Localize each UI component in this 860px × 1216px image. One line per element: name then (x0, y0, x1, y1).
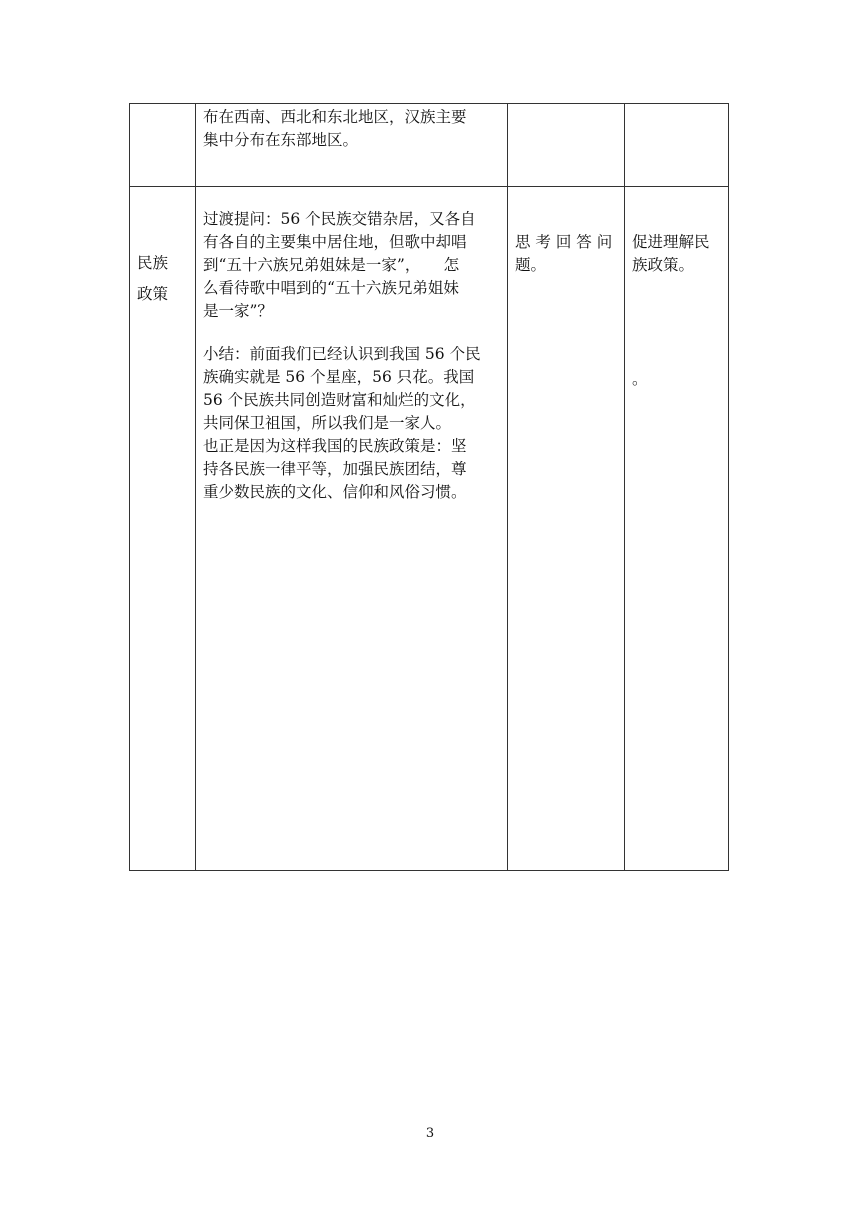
column-divider (507, 103, 508, 870)
row1-content: 布在西南、西北和东北地区，汉族主要 集中分布在东部地区。 (203, 108, 467, 149)
row2-design-intent-extra: 。 (632, 370, 648, 388)
row-divider (129, 186, 728, 187)
column-divider (195, 103, 196, 870)
row2-summary: 小结：前面我们已经认识到我国 56 个民 族确实就是 56 个星座，56 只花。我国 56 个民族共同创造财富和灿烂的文化， 共同保卫祖国，所以我们是一家人。 也正是因为这样我国的民族政策是：坚 持各民族一律平等，加强民族团结，尊 重少数民族的文化、信仰和风俗习惯。 (203, 345, 481, 501)
row2-transition-question: 过渡提问：56 个民族交错杂居，又各自 有各自的主要集中居住地，但歌中却唱 到“五十六族兄弟姐妹是一家”， 怎 么看待歌中唱到的“五十六族兄弟姐妹 是一家”？ (203, 210, 476, 320)
page-number: 3 (425, 1126, 435, 1141)
row2-student-activity: 思 考 回 答 问 题。 (515, 233, 613, 274)
row2-stage-label: 民族 政策 (137, 254, 169, 303)
column-divider (624, 103, 625, 870)
row2-design-intent: 促进理解民 族政策。 (632, 233, 710, 274)
